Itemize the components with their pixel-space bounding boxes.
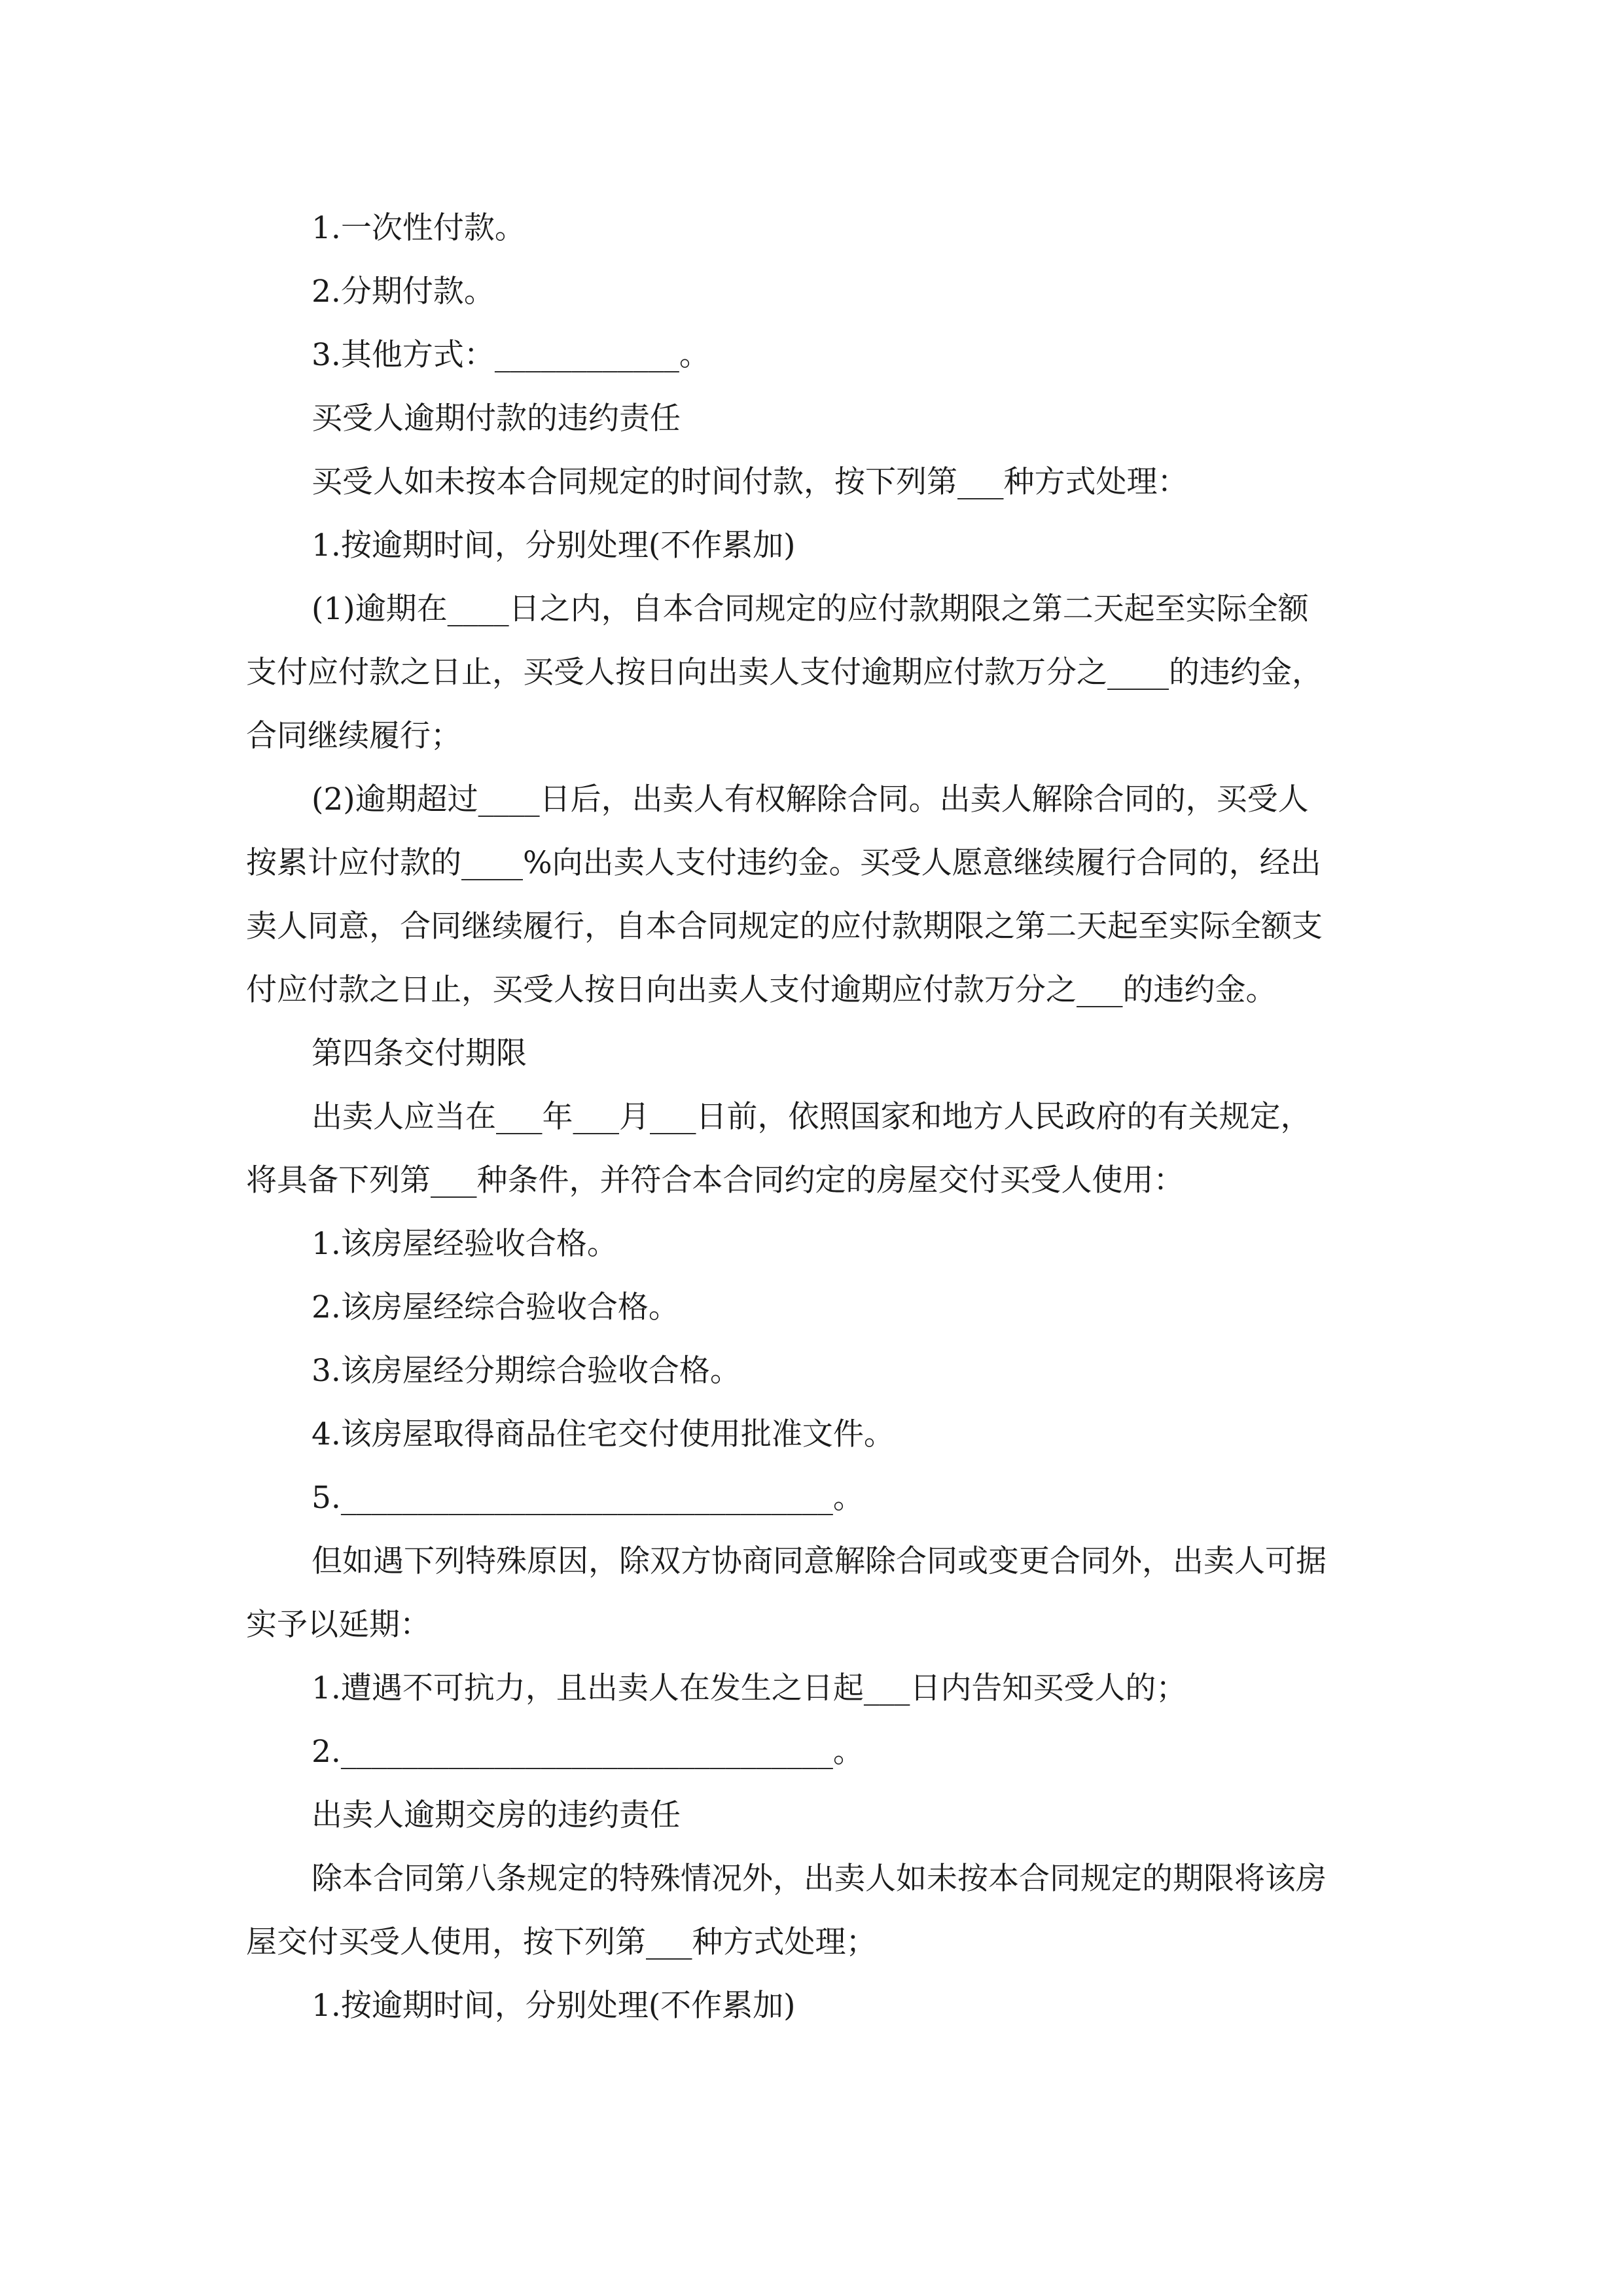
paragraph-line: 卖人同意，合同继续履行，自本合同规定的应付款期限之第二天起至实际全额支 (246, 908, 1323, 944)
buyer-late-payment-heading: 买受人逾期付款的违约责任 (312, 401, 681, 437)
paragraph-line: 1.按逾期时间，分别处理(不作累加) (312, 1988, 796, 2024)
paragraph-line: 付应付款之日止，买受人按日向出卖人支付逾期应付款万分之___的违约金。 (246, 972, 1277, 1008)
paragraph-line: 实予以延期： (246, 1607, 431, 1643)
delivery-condition-5: 5.________________________________。 (312, 1480, 864, 1516)
delivery-condition-4: 4.该房屋取得商品住宅交付使用批准文件。 (312, 1416, 895, 1452)
payment-option-2: 2.分期付款。 (312, 274, 495, 310)
paragraph-line: 将具备下列第___种条件，并符合本合同约定的房屋交付买受人使用： (246, 1162, 1185, 1198)
delivery-condition-1: 1.该房屋经验收合格。 (312, 1226, 618, 1262)
paragraph-line: 但如遇下列特殊原因，除双方协商同意解除合同或变更合同外，出卖人可据 (312, 1543, 1327, 1579)
article-4-heading: 第四条交付期限 (312, 1035, 527, 1071)
payment-option-1: 1.一次性付款。 (312, 210, 526, 246)
paragraph-line: 按累计应付款的____%向出卖人支付违约金。买受人愿意继续履行合同的，经出 (246, 845, 1321, 881)
paragraph-line: 支付应付款之日止，买受人按日向出卖人支付逾期应付款万分之____的违约金， (246, 655, 1323, 691)
paragraph-line: 买受人如未按本合同规定的时间付款，按下列第___种方式处理： (312, 464, 1188, 500)
delivery-condition-2: 2.该房屋经综合验收合格。 (312, 1289, 679, 1325)
extension-reason-2: 2.________________________________。 (312, 1734, 864, 1770)
paragraph-line: (1)逾期在____日之内，自本合同规定的应付款期限之第二天起至实际全额 (312, 591, 1309, 627)
extension-reason-1: 1.遭遇不可抗力，且出卖人在发生之日起___日内告知买受人的； (312, 1670, 1187, 1706)
delivery-condition-3: 3.该房屋经分期综合验收合格。 (312, 1353, 741, 1389)
paragraph-line: 合同继续履行； (246, 718, 461, 754)
paragraph-line: 1.按逾期时间，分别处理(不作累加) (312, 528, 796, 564)
paragraph-line: 屋交付买受人使用，按下列第___种方式处理； (246, 1924, 877, 1960)
paragraph-line: 除本合同第八条规定的特殊情况外，出卖人如未按本合同规定的期限将该房 (312, 1861, 1327, 1897)
payment-option-3: 3.其他方式：____________。 (312, 337, 710, 373)
seller-late-delivery-heading: 出卖人逾期交房的违约责任 (312, 1797, 681, 1833)
paragraph-line: (2)逾期超过____日后，出卖人有权解除合同。出卖人解除合同的，买受人 (312, 781, 1309, 817)
paragraph-line: 出卖人应当在___年___月___日前，依照国家和地方人民政府的有关规定， (312, 1099, 1311, 1135)
document-body (246, 196, 1385, 2037)
